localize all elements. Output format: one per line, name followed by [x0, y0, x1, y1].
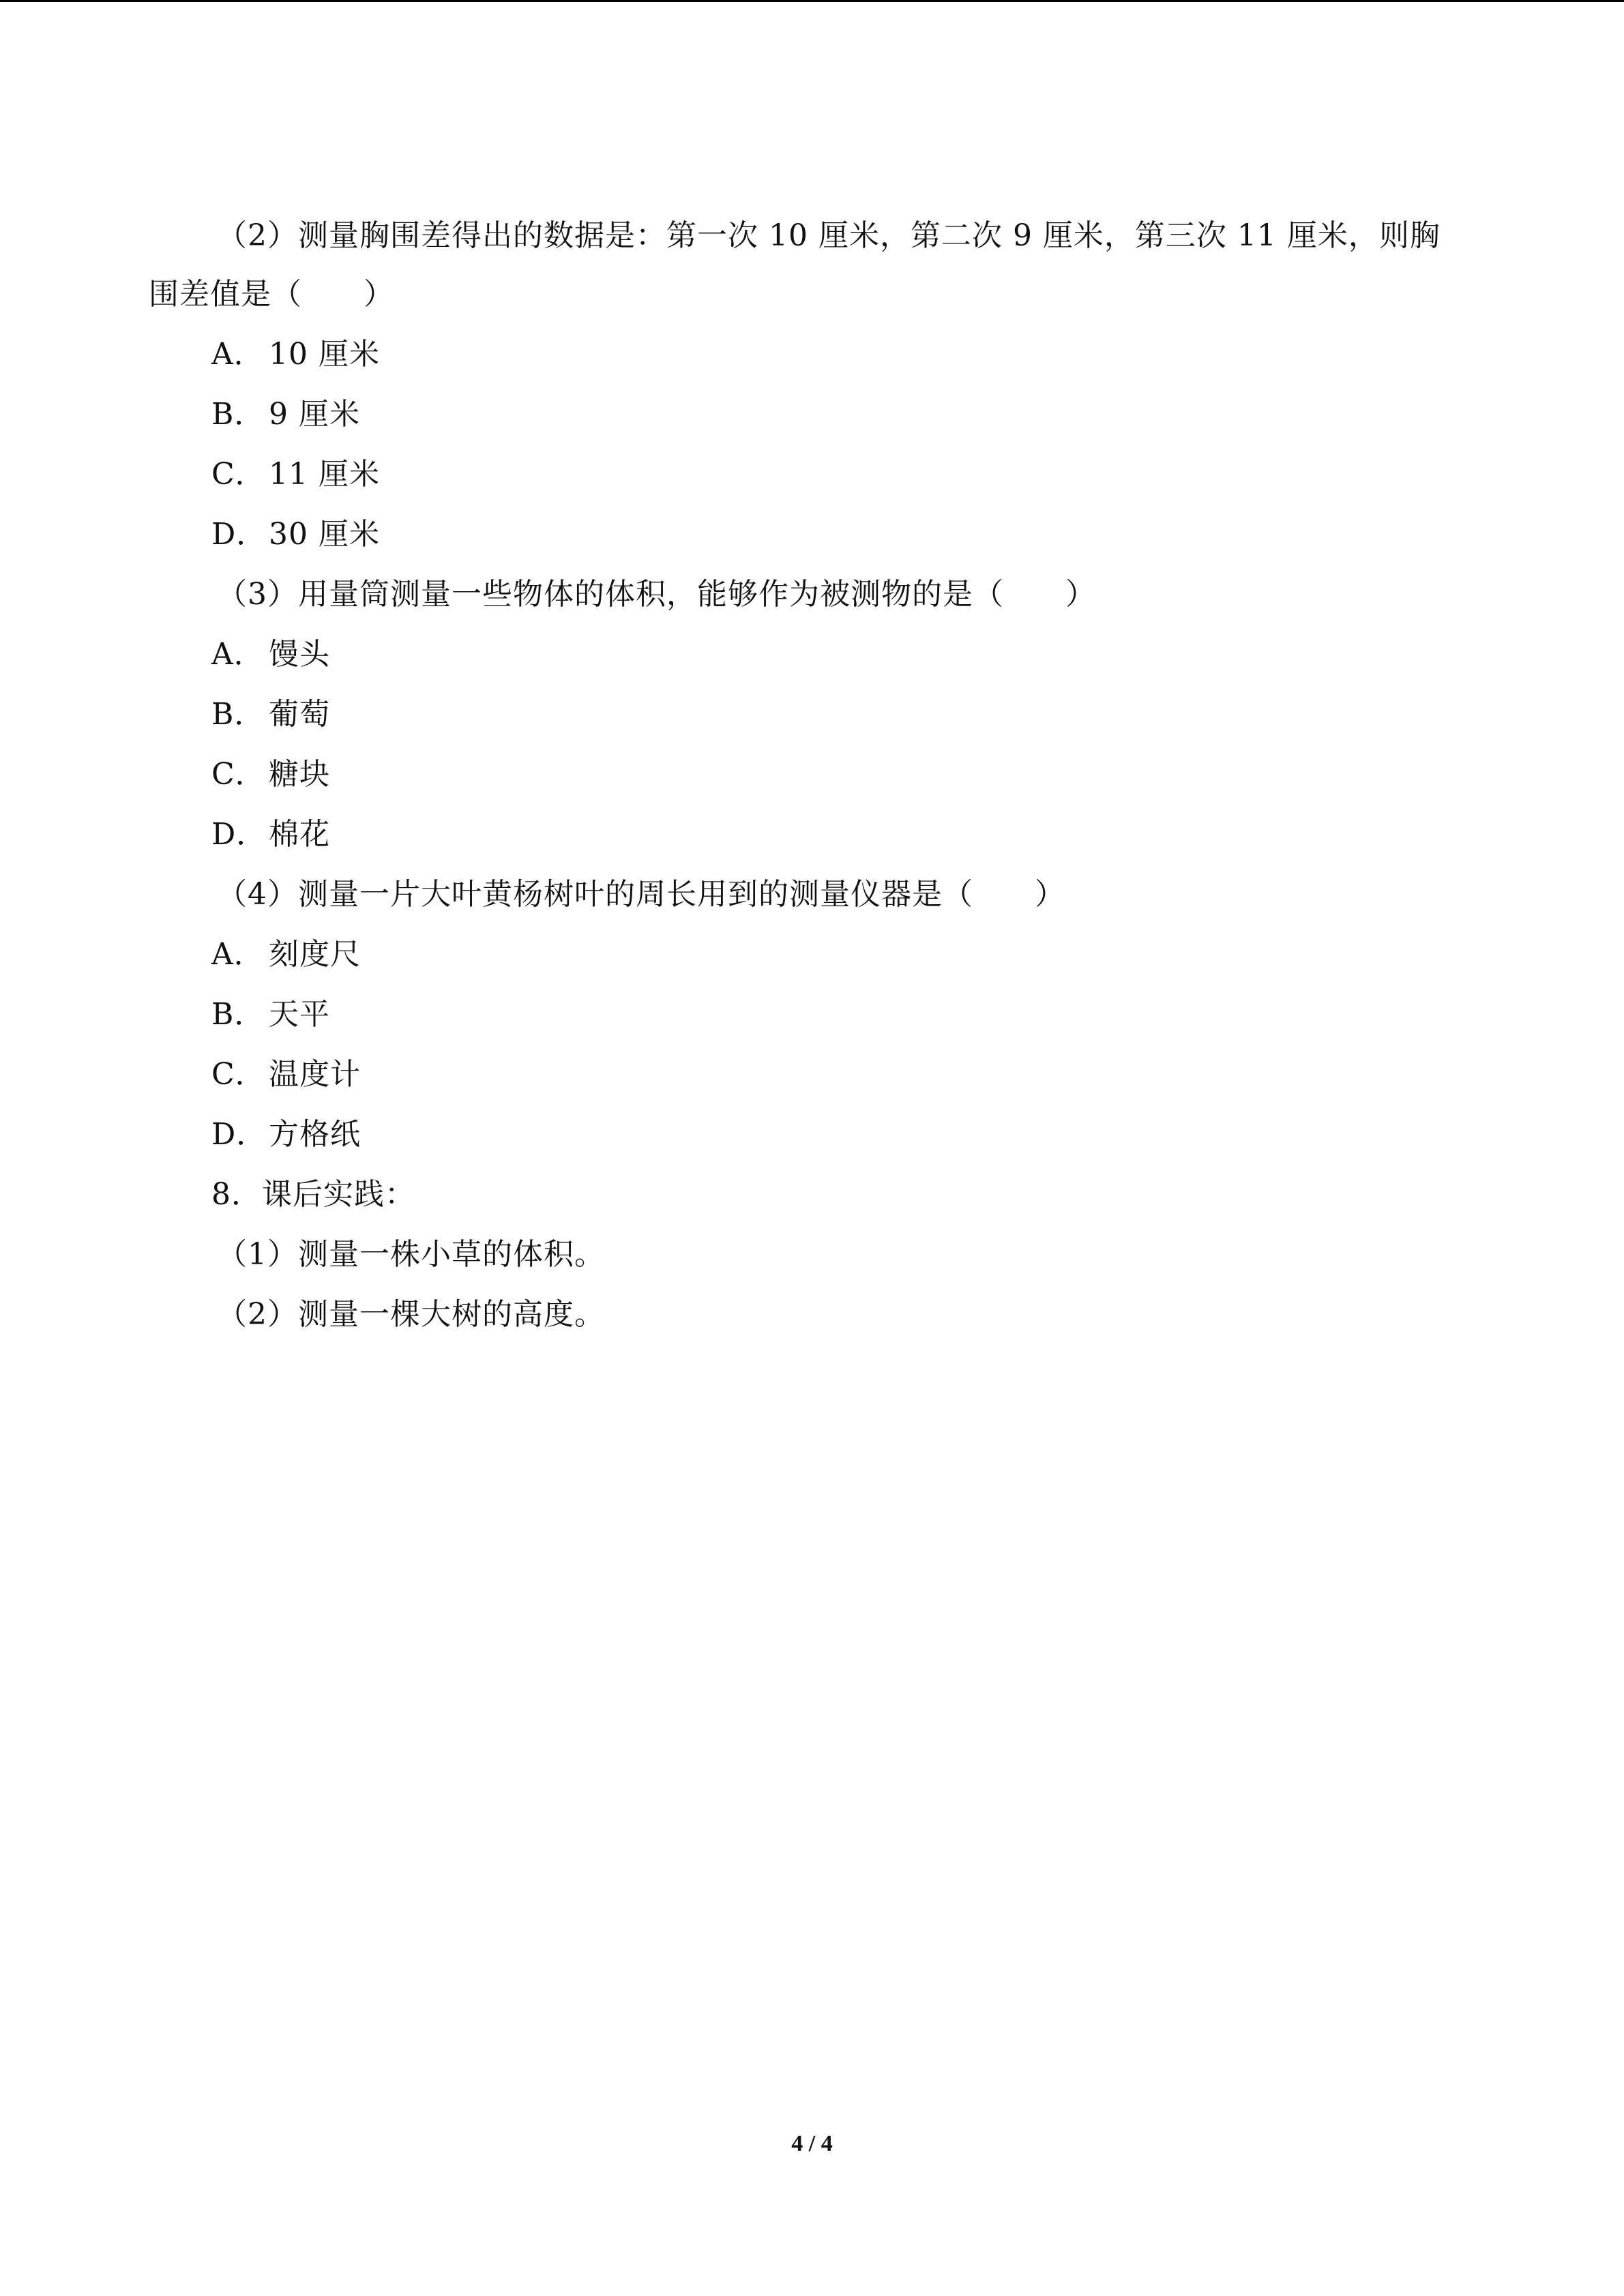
option-key: C． — [211, 1057, 266, 1092]
option-text: 方格纸 — [269, 1117, 361, 1152]
option-key: A． — [211, 937, 265, 972]
option-key: A． — [211, 637, 265, 672]
option-text: 10 厘米 — [269, 337, 380, 372]
option-key: B． — [211, 397, 265, 432]
question-2-stem: （2）测量胸围差得出的数据是：第一次 10 厘米，第二次 9 厘米，第三次 11 厘米，则胸 — [217, 218, 1441, 253]
question-2-stem-continued: 围差值是（ ） — [149, 277, 394, 312]
option-key: B． — [211, 697, 265, 732]
option-key: B． — [211, 997, 265, 1032]
question-2-option-a — [211, 334, 380, 375]
option-text: 30 厘米 — [269, 517, 380, 552]
option-key: C． — [211, 457, 266, 492]
option-text: 馒头 — [269, 637, 330, 672]
practice-item-1: （1）测量一株小草的体积。 — [217, 1237, 605, 1272]
question-4-option-b — [211, 994, 330, 1035]
practice-heading: 8．课后实践： — [211, 1177, 415, 1212]
page-number: 4 / 4 — [791, 2131, 833, 2156]
option-text: 葡萄 — [269, 697, 330, 732]
question-3-stem: （3）用量筒测量一些物体的体积，能够作为被测物的是（ ） — [217, 577, 1096, 612]
option-key: C． — [211, 757, 266, 792]
option-text: 棉花 — [269, 817, 330, 852]
option-key: D． — [211, 517, 267, 552]
question-4-option-d — [211, 1114, 361, 1155]
option-key: A． — [211, 337, 265, 372]
question-3-option-d — [211, 814, 330, 855]
option-text: 9 厘米 — [269, 397, 360, 432]
option-text: 天平 — [269, 997, 330, 1032]
question-2-option-d — [211, 514, 380, 555]
question-2-option-c — [211, 454, 380, 495]
option-text: 糖块 — [269, 757, 330, 792]
option-key: D． — [211, 817, 267, 852]
question-3-option-b — [211, 694, 330, 735]
question-3-option-c — [211, 754, 330, 795]
question-2-option-b — [211, 394, 360, 435]
question-4-option-c — [211, 1054, 361, 1095]
question-4-option-a — [211, 934, 361, 975]
option-text: 刻度尺 — [269, 937, 361, 972]
question-3-option-a — [211, 634, 330, 675]
question-4-stem: （4）测量一片大叶黄杨树叶的周长用到的测量仪器是（ ） — [217, 877, 1065, 912]
practice-item-2: （2）测量一棵大树的高度。 — [217, 1297, 605, 1332]
option-key: D． — [211, 1117, 267, 1152]
option-text: 11 厘米 — [269, 457, 380, 492]
option-text: 温度计 — [269, 1057, 361, 1092]
